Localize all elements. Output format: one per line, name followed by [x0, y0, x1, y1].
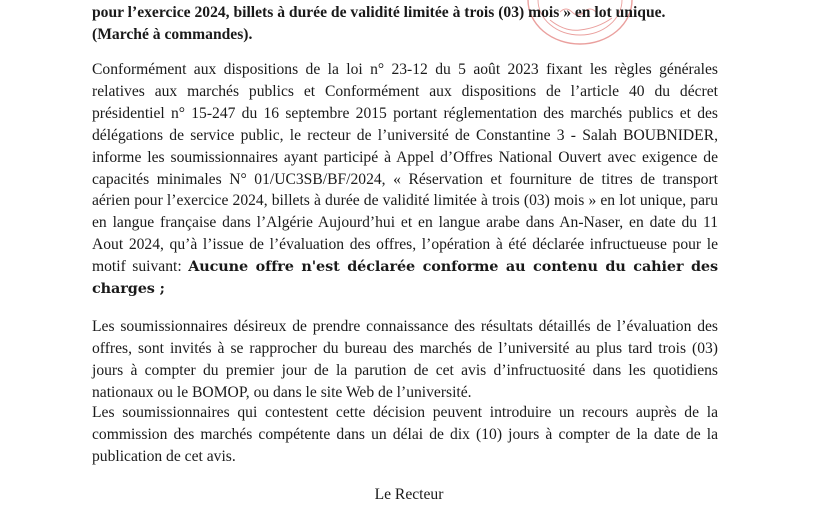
paragraph-legal-basis-text: Conformément aux dispositions de la loi n° 23-12 du 5 août 2023 fixant les règles générales relatives aux marchés publics et Conformément aux dispositions de l’article 40 du décret présidentiel n° 15-247 du 16 septembre 2015 portant réglementation des marchés publics et des délégations de service public, le recteur de l’université de Constantine 3 - Salah BOUBNIDER, informe les soumissionnaires ayant participé à Appel d’Offres National Ouvert avec exigence de capacités minimales N° 01/UC3SB/BF/2024, « Réservation et fourniture de titres de transport aérien pour l’exercice 2024, billets à durée de validité limitée à trois (03) mois » en lot unique, paru en langue française dans l’Algérie Aujourd’hui et en langue arabe dans An-Naser, en date du 11 Aout 2024, qu’à l’issue de l’évaluation des offres, l’opération à été déclarée infructueuse pour le motif suivant: [92, 61, 718, 276]
document-heading [92, 2, 718, 46]
paragraph-results-consultation: Les soumissionnaires désireux de prendre connaissance des résultats détaillés de l’évaluation des offres, sont invités à se rapprocher du bureau des marchés de l’université au plus tard trois (03) jours à compter du premier jour de la parution de cet avis d’infructuosité dans les quotidiens nationaux ou le BOMOP, ou dans le site Web de l’université. [92, 318, 718, 401]
paragraph-appeal: Les soumissionnaires qui contestent cette décision peuvent introduire un recours auprès de la commission des marchés compétente dans un délai de dix (10) jours à compter de la date de la publication de cet avis. [92, 404, 718, 465]
infructuosity-reason: Aucune offre n'est déclarée conforme au contenu du cahier des charges ; [92, 258, 718, 298]
signature-label: Le Recteur [374, 486, 444, 503]
heading-line-1: pour l’exercice 2024, billets à durée de validité limitée à trois (03) mois » en lot unique. [92, 4, 666, 21]
paragraph-legal-basis [92, 59, 718, 300]
heading-line-2: (Marché à commandes). [92, 25, 253, 43]
